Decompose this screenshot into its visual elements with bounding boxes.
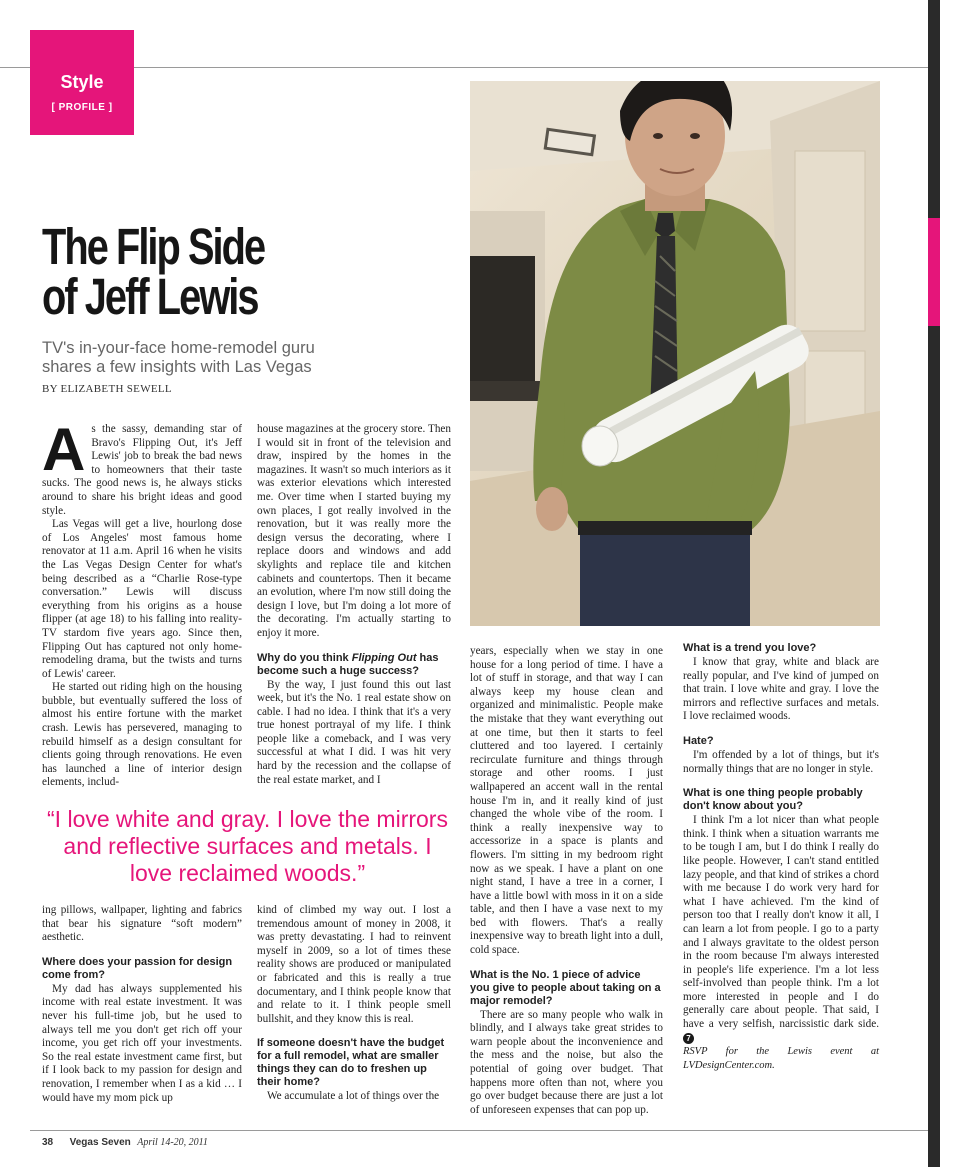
- column-1-top: [42, 416, 242, 790]
- question-heading: If someone doesn't have the budget for a full remodel, what are smaller things they can do to freshen up their home?: [257, 1037, 445, 1089]
- magazine-name: Vegas Seven: [69, 1137, 131, 1148]
- column-3: [470, 645, 663, 1117]
- section-label: Style: [60, 72, 104, 92]
- body-paragraph: Las Vegas will get a live, hourlong dose of Los Angeles' most famous home renovator at 11 a.m. April 16 when he visits the Las Vegas Design Center for what's being described as a “Charlie Rose-type conversation.” Lewis will discuss everything from his origins as a house flipper (at age 18) to his falling into reality-TV stardom five years ago. Since then, Flipping Out has captured not only home-remodeling drama, but the twists and turns of Lewis' career.: [42, 518, 242, 680]
- rsvp-credit: RSVP for the Lewis event at LVDesignCenter.com.: [683, 1046, 879, 1071]
- body-paragraph: years, especially when we stay in one house for a long period of time. I have a lot of stuff in storage, and that way I can always keep my house clean and organized and minimalistic. People make the mistake that they want everything out at one time, but then it starts to feel cluttered and too layered. I certainly recirculate furniture and things through storage and other rooms. I just wallpapered an accent wall in the rental house I'm in, and it really kind of just changed the whole vibe of the room. I think a really inexpensive way to accessorize in a space is plants and flowers. I'm sitting in my bedroom right now as we speak. I have a plant on one night stand, I have a tree in a corner, I have a little bowl with moss in it on a side table, and then I have a vase next to my bed with flowers. That's a really inexpensive way to breath light into a dull, cold space.: [470, 645, 663, 957]
- headline-line-1: The Flip Side: [42, 218, 265, 275]
- question-heading: What is the No. 1 piece of advice you give to people about taking on a major remodel?: [470, 968, 661, 1007]
- question-heading: Hate?: [683, 734, 714, 747]
- end-mark-icon: 7: [683, 1033, 694, 1044]
- body-paragraph: He started out riding high on the housing bubble, but eventually suffered the loss of almost his entire fortune with the market crash. Lewis has persevered, managing to rebuild himself as a design consultant for clients going through renovations. He even has launched a line of interior design elements, includ-: [42, 681, 242, 789]
- issue-date: April 14-20, 2011: [137, 1137, 208, 1148]
- body-paragraph: kind of climbed my way out. I lost a tremendous amount of money in 2008, it was pretty devastating. I had to reinvent myself in 2009, so a lot of times these reality shows are produced or manipulated or fabricated and this is really a true documentary, and I think people know that and relate to it. I think people smell bullshit, and they know this is real.: [257, 904, 451, 1025]
- column-1-bottom: [42, 904, 242, 1105]
- drop-cap: A: [42, 416, 86, 483]
- section-label-box: [30, 30, 134, 135]
- column-2-top: [257, 423, 451, 787]
- body-paragraph: house magazines at the grocery store. Then I would sit in front of the television and draw, inspired by the homes in the magazines. It wasn't so much interiors as it was exterior elevations which interested me. Over time when I started buying my own places, I got really involved in the renovation, but it was really more the design versus the decorating, where I replace doors and windows and add skylights and replace tile and kitchen cabinets and countertops. Then it became an evolution, where I'm now still doing the design I love, but I'm doing a lot more of the decorating. I'm actually starting to enjoy it more.: [257, 423, 451, 639]
- question-heading: Why do you think Flipping Out has become such a huge success?: [257, 651, 439, 677]
- body-paragraph: ing pillows, wallpaper, lighting and fabrics that bear his signature “soft modern” aesthetic.: [42, 904, 242, 944]
- deck: [42, 339, 382, 377]
- pull-quote: “I love white and gray. I love the mirrors and reflective surfaces and metals. I love reclaimed woods.”: [47, 806, 448, 886]
- bottom-rule: [30, 1130, 928, 1131]
- page-edge-bar: [928, 0, 940, 1167]
- top-rule: [0, 67, 928, 68]
- byline: BY ELIZABETH SEWELL: [42, 383, 172, 395]
- question-heading: What is a trend you love?: [683, 642, 817, 654]
- body-paragraph: I think I'm a lot nicer than what people think. I think when a situation warrants me to be tough I am, but I do think I really do like people. However, I can't stand entitled lazy people, and that kind of strikes a chord with me because I do work very hard for what I have achieved. I'm the kind of person too that I really don't know it all, I can learn a lot from people. I go to a party and I always gravitate to the oldest person in the room because I'm always interested in people's life experience. I'm a lot less self-involved than people think. I'm a lot more interested in people and I do generally care about people. That said, I have a very selfish, narcissistic dark side. 7: [683, 814, 879, 1043]
- body-paragraph: We accumulate a lot of things over the: [267, 1090, 440, 1103]
- question-heading: Where does your passion for design come from?: [42, 955, 233, 981]
- body-paragraph: I'm offended by a lot of things, but it's normally things that are no longer in style.: [683, 748, 879, 775]
- body-paragraph: My dad has always supplemented his income with real estate investment. It was never his full-time job, but he used to always tell me you don't get rich off your income, you get rich off your investments. So the real estate investment came first, but if I look back to my passion for design and renovation, I remember when I as a kid … I would have my mom pick up: [42, 982, 242, 1104]
- body-paragraph: By the way, I just found this out last week, but it's the No. 1 real estate show on cable. I had no idea. I think that it's a very true honest portrayal of my life. I think people like a comeback, and I was very successful at what I did. I was hit very hard by the recession and the collapse of the real estate market, and I: [257, 678, 451, 786]
- body-paragraph: I know that gray, white and black are really popular, and I've kind of jumped on that train. I love white and gray. I love the mirrors and reflective surfaces and metals. I love reclaimed woods.: [683, 656, 879, 723]
- page-number: 38: [42, 1137, 54, 1148]
- section-tag: [ PROFILE ]: [51, 102, 113, 113]
- deck-line-2: shares a few insights with Las Vegas: [42, 358, 312, 376]
- headline: [42, 218, 354, 325]
- deck-line-1: TV's in-your-face home-remodel guru: [42, 339, 315, 357]
- column-4: [683, 642, 879, 1072]
- intro-paragraph: As the sassy, demanding star of Bravo's Flipping Out, it's Jeff Lewis' job to break the bad news to homeowners that their taste sucks. The good news is, he always sticks around to share his bright ideas and good style.: [42, 416, 242, 517]
- portrait-illustration: [470, 81, 880, 626]
- column-2-bottom: [257, 904, 451, 1104]
- page-edge-accent: [928, 218, 940, 326]
- headline-line-2: of Jeff Lewis: [42, 268, 258, 325]
- question-heading: What is one thing people probably don't know about you?: [683, 787, 863, 813]
- portrait-photo: [470, 81, 880, 626]
- body-paragraph: There are so many people who walk in blindly, and I always take great strides to warn people about the inconvenience and the mess and the noise, but also the potential of going over budget. That happens more often than not, where you go over budget because there are just a lot of unforeseen expenses that can pop up.: [470, 1008, 663, 1116]
- page-footer: [42, 1137, 208, 1148]
